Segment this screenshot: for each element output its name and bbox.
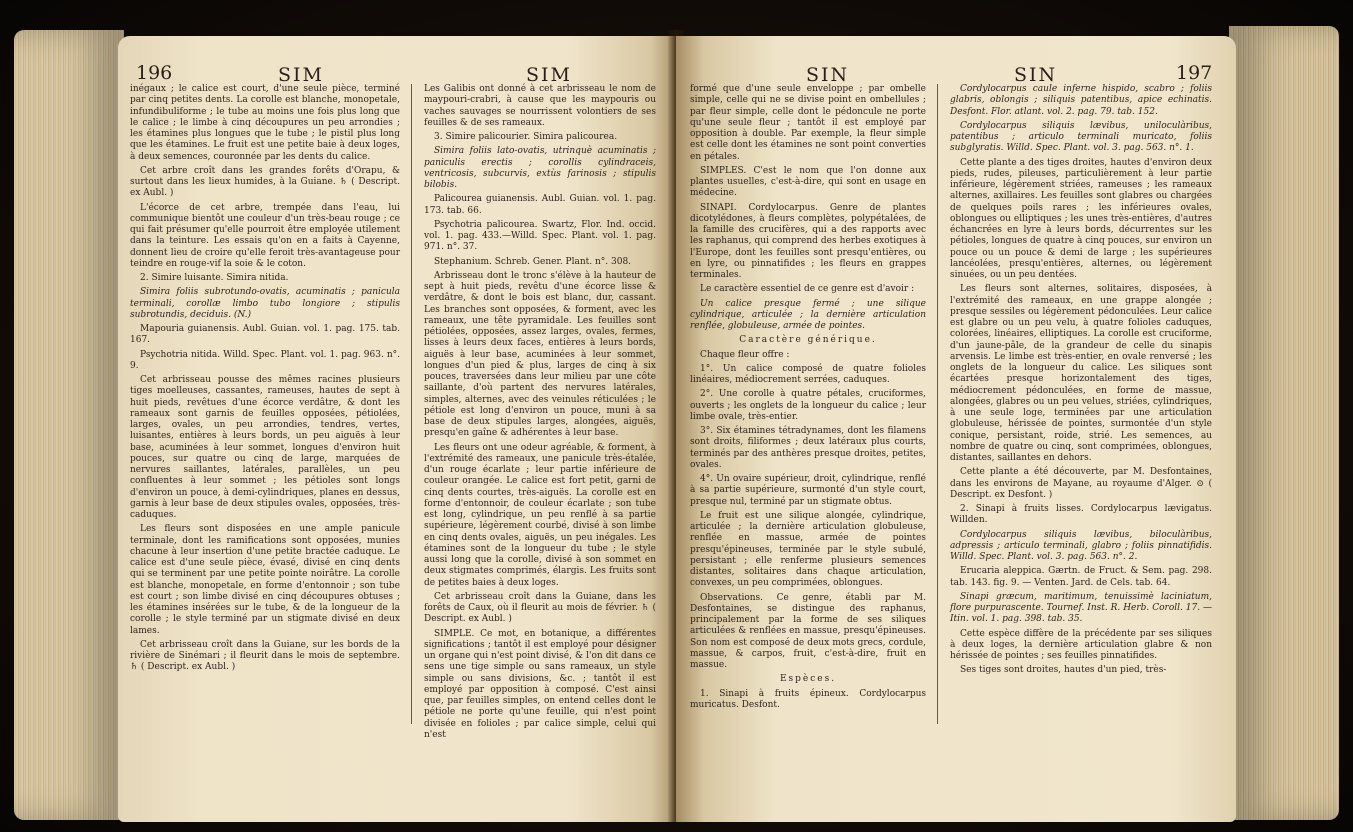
paragraph: Un calice presque fermé ; une silique cylindrique, articulée ; la dernière articulation renflée, globuleuse, armée de pointes. (690, 298, 926, 331)
paragraph: Simira foliis subrotundo-ovatis, acuminatis ; panicula terminali, corollæ limbo tubo longiore ; stipulis subrotundis, deciduis. (N.) (130, 287, 400, 320)
paragraph: Cordylocarpus siliquis lævibus, uniloculàribus, patentibus ; articulo terminali muricato, foliis subglyratis. Willd. Spec. Plant. vol. 3. pag. 563. n°. 1. (950, 120, 1212, 154)
paragraph: Les Galibis ont donné à cet arbrisseau le nom de maypouri-crabri, à cause que les maypouris ou vaches sauvages se nourrissent volontiers de ses feuilles & de ses rameaux. (424, 84, 656, 128)
paragraph: 4°. Un ovaire supérieur, droit, cylindrique, renflé à sa partie supérieure, surmonté d'un style court, presque nul, terminé par un stigmate obtus. (690, 474, 926, 507)
paragraph: Sinapi græcum, maritimum, tenuissimè laciniatum, flore purpurascente. Tournef. Inst. R. Herb. Coroll. 17. — Itin. vol. 1. pag. 398. tab. 35. (950, 591, 1212, 625)
paragraph: Cet arbre croît dans les grandes forêts d'Orapu, & surtout dans les lieux humides, à la Guiane. ♄ ( Descript. ex Aubl. ) (130, 165, 400, 199)
paragraph: Psychotria palicourea. Swartz, Flor. Ind. occid. vol. 1. pag. 433.—Willd. Spec. Plant. vol. 1. pag. 971. n°. 37. (424, 219, 656, 253)
paragraph: Arbrisseau dont le tronc s'élève à la hauteur de sept à huit pieds, revêtu d'une écorce lisse & verdâtre, & dont le bois est blanc, dur, cassant. Les branches sont opposées, & forment, avec les rameaux, une tête pyramidale. Les feuilles sont pétiolées, opposées, assez larges, ovales, fermes, lisses à leurs deux faces, entières à leurs bords, aiguës à leur base, acuminées à leur sommet, longues d'un pied & plus, larges de cinq à six pouces, traversées dans leur milieu par une côte saillante, d'où partent des nervures latérales, simples, alternes, avec des veinules réticulées ; le pétiole est long d'environ un pouce, muni à sa base de deux stipules larges, alongées, aiguës, presqu'en gaîne & adhérentes à leur base. (424, 270, 656, 439)
paragraph: Cet arbrisseau croît dans la Guiane, sur les bords de la rivière de Sinémari ; il fleurit dans le mois de septembre. ♄ ( Descript. ex Aubl. ) (130, 639, 400, 673)
paragraph: formé que d'une seule enveloppe ; par ombelle simple, celle qui ne se divise point en ombellules ; par fleur simple, celle dont le pédoncule ne porte qu'une seule fleur ; tantôt il est employé par opposition à double. Par exemple, la fleur simple est celle dont les étamines ne sont point converties en pétales. (690, 84, 926, 162)
paragraph: Cet arbrisseau pousse des mêmes racines plusieurs tiges moelleuses, cassantes, rameuses, hautes de sept à huit pieds, revêtues d'une écorce verdâtre, & dont les rameaux sont garnis de feuilles opposées, pétiolées, larges, ovales, un peu arrondies, tendres, vertes, luisantes, entières à leurs bords, un peu aiguës à leur base, acuminées à leur sommet, longues d'environ huit pouces, sur quatre ou cinq de large, marquées de nervures saillantes, latérales, parallèles, un peu confluentes à leur sommet ; les pétioles sont longs d'environ un pouce, à demi-cylindriques, planes en dessus, garnis à leur base de deux stipules ovales, opposées, très-caduques. (130, 375, 400, 520)
left-page-column-1 (130, 84, 400, 677)
species-heading: 2. Simire luisante. Simira nitida. (140, 273, 289, 283)
section-heading: Caractère générique. (739, 335, 877, 346)
left-page (118, 36, 678, 822)
right-page-column-1 (690, 84, 926, 714)
paragraph: Les fleurs sont disposées en une ample panicule terminale, dont les ramifications sont opposées, munies chacune à leur insertion d'une petite bractée caduque. Le calice est d'une seule pièce, évasé, divisé en cinq dents qui se terminent par une petite pointe noirâtre. La corolle est blanche, monopetale, en forme d'entonnoir ; son tube est court ; son limbe divisé en cinq découpures obtuses ; les étamines insérées sur le tube, & de la longueur de la corolle ; le style terminé par un stigmate divisé en deux lames. (130, 524, 400, 636)
page-number-right: 197 (1176, 62, 1213, 84)
running-header-left-2: SIM (526, 64, 572, 86)
paragraph: Psychotria nitida. Willd. Spec. Plant. vol. 1. pag. 963. n°. 9. (130, 349, 400, 371)
running-header-left-1: SIM (278, 64, 324, 86)
left-page-edges (14, 30, 124, 820)
paragraph: Les fleurs sont alternes, solitaires, disposées, à l'extrémité des rameaux, en une grappe alongée ; presque sessiles ou légèrement pédonculées. Leur calice est glabre ou un peu velu, à quatre folioles caduques, colorées, linéaires, elliptiques. La corolle est cruciforme, d'un jaune-pâle, de la grandeur de celle du sinapis arvensis. Le limbe est très-entier, en ovale renversé ; les onglets de la longueur du calice. Les siliques sont écartées presque horizontalement des tiges, médiocrement pédonculées, en forme de massue, alongées, glabres ou un peu velues, striées, cylindriques, à une seule loge, terminées par une articulation globuleuse, hérissée de pointes, surmontée d'un style conique, persistant, roide, strié. Les semences, au nombre de quatre ou cinq, sont comprimées, oblongues, distantes, saillantes en dehors. (950, 284, 1212, 463)
column-rule (937, 84, 938, 724)
column-rule (411, 84, 412, 724)
paragraph: Palicourea guianensis. Aubl. Guian. vol. 1. pag. 173. tab. 66. (424, 194, 656, 216)
paragraph: Mapouria guianensis. Aubl. Guian. vol. 1. pag. 175. tab. 167. (130, 324, 400, 346)
paragraph: Chaque fleur offre : (700, 349, 790, 360)
paragraph: L'écorce de cet arbre, trempée dans l'eau, lui communique bientôt une couleur d'un très-beau rouge ; ce qui fait présumer qu'elle pourroit être employée utilement dans la teinture. Les essais qu'on en a faits à Cayenne, donnent lieu de croire qu'elle feroit très-avantageuse pour teindre en rouge-vif la soie & le coton. (130, 202, 400, 269)
right-page-column-2 (950, 84, 1212, 680)
paragraph: Observations. Ce genre, établi par M. Desfontaines, se distingue des raphanus, principalement par la forme de ses siliques articulées & renflées en massue, presqu'épineuses. Son nom est composé de deux mots grecs, cordule, massue, & carpos, fruit, c'est-à-dire, fruit en massue. (690, 592, 926, 670)
paragraph: Les fleurs ont une odeur agréable, & forment, à l'extrémité des rameaux, une panicule très-étalée, d'un rouge écarlate ; leur partie inférieure de couleur orangée. Le calice est fort petit, garni de cinq dents courtes, très-aiguës. La corolle est en forme d'entonnoir, de couleur écarlate ; son tube est long, cylindrique, un peu renflé à sa partie supérieure, légèrement courbé, divisé à son limbe en cinq dents ovales, aiguës, un peu inégales. Les étamines sont de la longueur du tube ; le style aussi long que la corolle, divisé à son sommet en deux stigmates comprimés, élargis. Les fruits sont de petites baies à deux loges. (424, 442, 656, 588)
paragraph: SIMPLE. Ce mot, en botanique, a différentes significations ; tantôt il est employé pour désigner un organe qui n'est point divisé, & l'on dit dans ce sens une tige simple ou sans rameaux, un style simple ou sans divisions, &c. ; tantôt il est employé par opposition à composé. C'est ainsi que, par feuilles simples, on entend celles dont le pétiole ne porte qu'une feuille, qui n'est point divisée en folioles ; par calice simple, celui qui n'est (424, 628, 656, 740)
paragraph: Le fruit est une silique alongée, cylindrique, articulée ; la dernière articulation globuleuse, renflée en massue, armée de pointes presqu'épineuses, terminée par le style subulé, persistant ; elle renferme plusieurs semences distantes, solitaires dans chaque articulation, convexes, un peu comprimées, oblongues. (690, 510, 926, 589)
paragraph: Erucaria aleppica. Gærtn. de Fruct. & Sem. pag. 298. tab. 143. fig. 9. — Venten. Jard. de Cels. tab. 64. (950, 566, 1212, 588)
paragraph: 1. Sinapi à fruits épineux. Cordylocarpus muricatus. Desfont. (690, 688, 926, 710)
left-page-column-2 (424, 84, 656, 744)
running-header-right-2: SIN (1014, 64, 1058, 86)
paragraph: Cette plante a été découverte, par M. Desfontaines, dans les environs de Mayane, au royaume d'Alger. ⊙ ( Descript. ex Desfont. ) (950, 467, 1212, 500)
paragraph: Cordylocarpus siliquis lævibus, biloculàribus, adpressis ; articulo terminali, glabro ; foliis pinnatifidis. Willd. Spec. Plant. vol. 3. pag. 563. n°. 2. (950, 529, 1212, 562)
paragraph: Ses tiges sont droites, hautes d'un pied, très- (960, 665, 1167, 676)
paragraph: Cet arbrisseau croît dans la Guiane, dans les forêts de Caux, où il fleurit au mois de février. ♄ ( Descript. ex Aubl. ) (424, 591, 656, 625)
right-page-edges (1229, 26, 1339, 820)
right-page (676, 36, 1236, 822)
paragraph: inégaux ; le calice est court, d'une seule pièce, terminé par cinq petites dents. La corolle est blanche, monopetale, infundibuliforme ; le tube au moins une fois plus long que le calice ; le limbe à cinq découpures un peu arrondies ; les étamines plus longues que le tube ; le pistil plus long que les étamines. Le fruit est une petite baie à deux loges, à deux semences, couronnée par les dents du calice. (130, 84, 400, 162)
species-heading: 3. Simire palicourier. Simira palicourea. (434, 132, 618, 142)
paragraph: Stephanium. Schreb. Gener. Plant. n°. 308. (434, 256, 632, 267)
paragraph: 1°. Un calice composé de quatre folioles linéaires, médiocrement serrées, caduques. (690, 363, 926, 385)
paragraph: Le caractère essentiel de ce genre est d'avoir : (700, 284, 915, 295)
paragraph: 3°. Six étamines tétradynames, dont les filamens sont droits, filiformes ; deux latéraux plus courts, terminés par des anthères presque droites, petites, ovales. (690, 426, 926, 470)
paragraph: SINAPI. Cordylocarpus. Genre de plantes dicotylédones, à fleurs complètes, polypétalées, de la famille des crucifères, qui a des rapports avec les raphanus, qui comprend des herbes exotiques à l'Europe, dont les feuilles sont presqu'entières, ou en lyre, ou pinnatifides ; les fleurs en grappes terminales. (690, 202, 926, 280)
species-heading: 2. Sinapi à fruits lisses. Cordylocarpus lævigatus. Willden. (950, 504, 1212, 526)
paragraph: Cordylocarpus caule inferne hispido, scabro ; foliis glabris, oblongis ; siliquis patentibus, apice echinatis. Desfont. Flor. atlant. vol. 2. pag. 79. tab. 152. (950, 84, 1212, 117)
paragraph: Cette plante a des tiges droites, hautes d'environ deux pieds, rudes, pileuses, particulièrement à leur partie inférieure, légèrement striées, rameuses ; les rameaux alternes, axillaires. Les feuilles sont glabres ou chargées de quelques poils rares ; les inférieures ovales, oblongues ou elliptiques ; les unes très-entières, d'autres échancrées en lyre à leurs bords, décurrentes sur les pétioles, longues de quatre à cinq pouces, sur environ un pouce ou un pouce & demi de large ; les supérieures lancéolées, presqu'entières, alternes, ou légèrement sinuées, ou un peu dentées. (950, 157, 1212, 280)
paragraph: Cette espèce diffère de la précédente par ses siliques à deux loges, la dernière articulation glabre & non hérissée de pointes ; ses feuilles pinnatifides. (950, 628, 1212, 661)
paragraph: SIMPLES. C'est le nom que l'on donne aux plantes usuelles, c'est-à-dire, qui sont en usage en médecine. (690, 165, 926, 199)
page-number-left: 196 (136, 62, 173, 84)
running-header-right-1: SIN (806, 64, 850, 86)
paragraph: 2°. Une corolle à quatre pétales, cruciformes, ouverts ; les onglets de la longueur du calice ; leur limbe ovale, très-entier. (690, 389, 926, 422)
paragraph: Simira foliis lato-ovatis, utrinquè acuminatis ; paniculis erectis ; corollis cylindraceis, ventricosis, subcurvis, extùs farinosis ; stipulis bilobis. (424, 146, 656, 190)
section-heading: Espèces. (779, 674, 837, 685)
